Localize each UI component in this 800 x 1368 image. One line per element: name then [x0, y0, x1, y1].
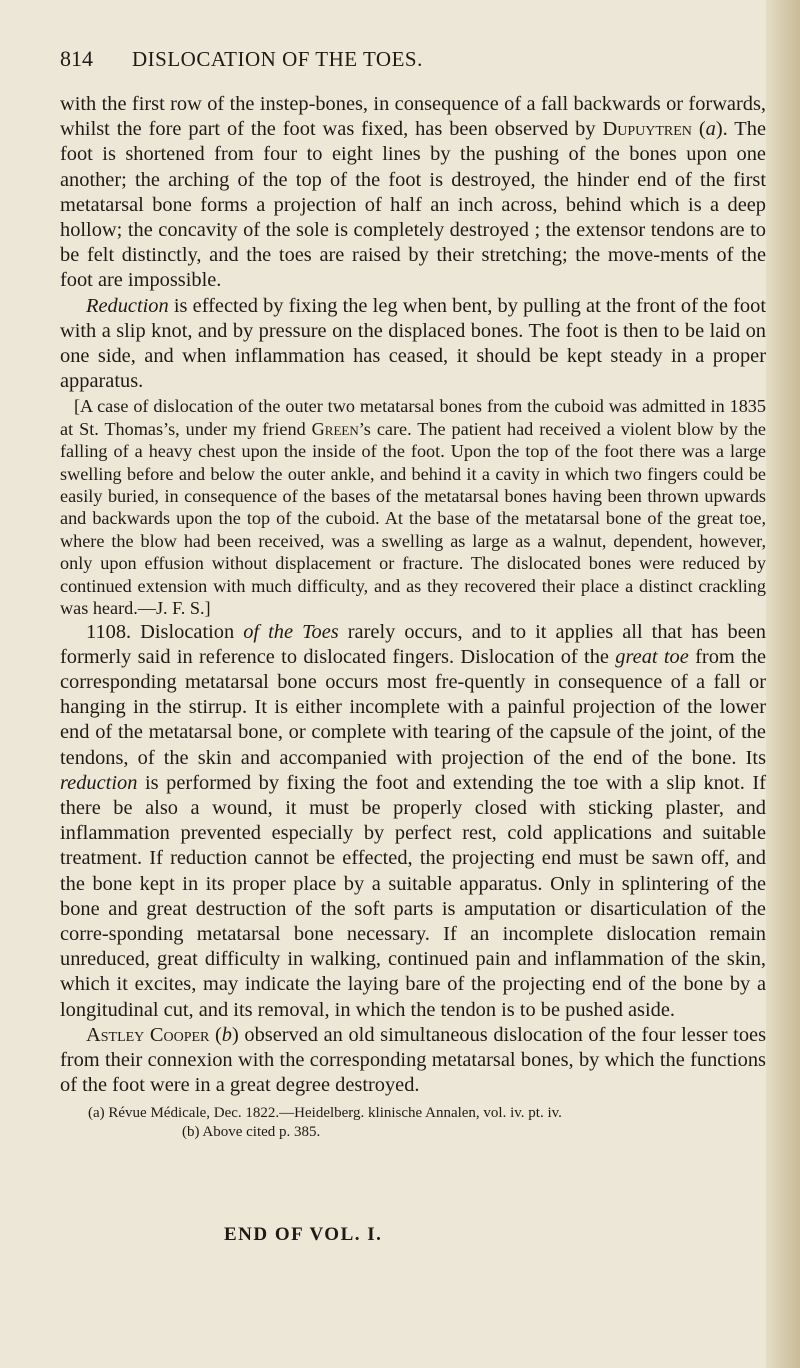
text-span: ( — [691, 118, 706, 141]
italic-term: reduction — [60, 771, 138, 794]
footnote-a: (a) Révue Médicale, Dec. 1822.—Heidelberg. klinische Annalen, vol. iv. pt. iv. — [88, 1105, 562, 1122]
italic-term: of the Toes — [243, 620, 339, 643]
running-title: DISLOCATION OF THE TOES. — [132, 47, 423, 71]
page-edge-shadow — [766, 0, 800, 1368]
author-name: Astley Cooper — [86, 1023, 210, 1046]
book-page — [60, 46, 766, 1246]
running-head — [60, 46, 766, 78]
footnote-ref: b — [221, 1023, 232, 1046]
italic-term: Reduction — [86, 294, 169, 317]
text-span: ). The foot is shortened from four to eight lines by the pushing of the bones upon one another; the arching of the top of the foot is destroyed, the hinder end of the first metatarsal bone forms a projection of half an inch across, behind which is a deep hollow; the concavity of the sole is completely destroyed ; the extensor tendons are to be felt distinctly, and the toes are raised by their stretching; the move-ments of the foot are impossible. — [60, 118, 766, 292]
paragraph-astley-cooper — [60, 1023, 766, 1099]
case-note-paragraph — [60, 395, 766, 619]
footnote-ref: a — [705, 118, 716, 141]
text-span: with the first row of the instep-bones, in consequence of a fall backwards or forwards, whilst the fore part of the foot was fixed, has been observed by — [60, 93, 766, 141]
author-name: Green — [311, 418, 359, 439]
text-span: ( — [209, 1023, 222, 1046]
footnotes — [60, 1104, 766, 1142]
end-of-volume: END OF VOL. I. — [224, 1224, 383, 1246]
text-span: is effected by fixing the leg when bent, by pulling at the front of the foot with a slip knot, and by pressure on the displaced bones. The foot is then to be laid on one side, and when inflammation has ceased, it should be kept steady in a proper apparatus. — [60, 294, 766, 393]
text-span: rarely occurs, and to it applies all that has been formerly said in reference to dislocated fingers. Dislocation of the — [60, 620, 766, 668]
italic-term: great toe — [615, 645, 689, 668]
page-number: 814 — [60, 46, 93, 71]
text-span: is performed by fixing the foot and extending the toe with a slip knot. If there be also a wound, it must be properly closed with sticking plaster, and inflammation prevented especially by perfect rest, cold applications and suitable treatment. If reduction cannot be effected, the projecting end must be sawn off, and the bone kept in its proper place by a suitable apparatus. Only in splintering of the bone and great destruction of the soft parts is amputation or disarticulation of the corre-sponding metatarsal bone necessary. If an incomplete dislocation remain unreduced, great difficulty in walking, continued pain and inflammation of the skin, which it excites, may indicate the laying bare of the projecting end of the bone by a longitudinal cut, and its removal, in which the tendon is to be pushed aside. — [60, 771, 766, 1021]
text-span: from the corresponding metatarsal bone occurs most fre-quently in consequence of a fall or hanging in the stirrup. It is either incomplete with a painful projection of the lower end of the metatarsal bone, or complete with tearing of the capsule of the joint, of the tendons, of the skin and accompanied with projection of the end of the bone. Its — [60, 645, 766, 769]
text-span: 1108. Dislocation — [86, 620, 244, 643]
paragraph-dupuytren — [60, 92, 766, 294]
paragraph-1108-toes — [60, 620, 766, 1023]
text-span: [A case of dislocation of the outer two metatarsal bones from the cuboid was admitted in 1835 at St. Thomas’s, under my friend — [60, 396, 766, 439]
footnote-b: (b) Above cited p. 385. — [182, 1124, 321, 1141]
paragraph-reduction — [60, 294, 766, 395]
text-span: ’s care. The patient had received a violent blow by the falling of a heavy chest upon the inside of the foot. Upon the top of the foot there was a large swelling before and below the outer ankle, and behind it a cavity in which two fingers could be easily buried, in consequence of the bases of the metatarsal bones having been thrown upwards and backwards upon the top of the cuboid. At the base of the metatarsal bone of the great toe, where the blow had been received, was a swelling as large as a walnut, dependent, however, only upon effusion without displacement or fracture. The dislocated bones were reduced by continued extension with much difficulty, and as they recovered their place a distinct crackling was heard.—J. F. S.] — [60, 418, 766, 619]
text-span: ) observed an old simultaneous dislocation of the four lesser toes from their connexion with the corresponding metatarsal bones, by which the functions of the foot were in a great degree destroyed. — [60, 1023, 767, 1097]
author-name: Dupuytren — [602, 118, 692, 141]
